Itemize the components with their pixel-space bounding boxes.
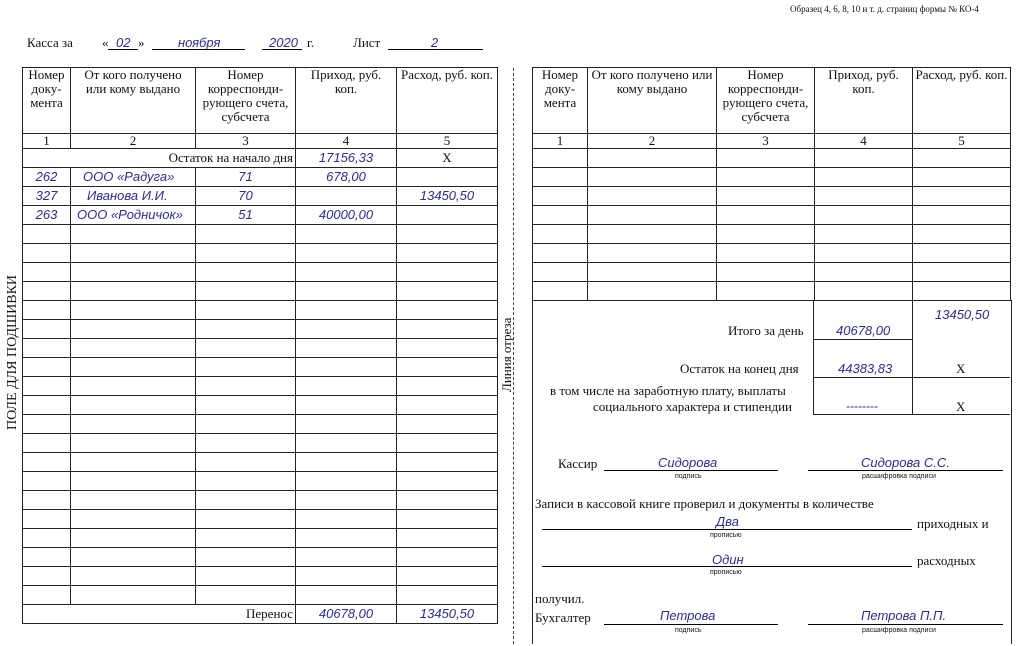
cashier-full-name-caption: расшифровка подписи bbox=[862, 473, 936, 480]
outgoing-docs-caption: прописью bbox=[710, 569, 742, 576]
col-header-income: Приход, руб. коп. bbox=[815, 68, 913, 134]
entry-doc: 263 bbox=[23, 206, 71, 225]
sheet-number: 2 bbox=[431, 35, 439, 50]
open-quote: « bbox=[102, 35, 109, 50]
col-number: 3 bbox=[717, 134, 815, 149]
col-header-expense: Расход, руб. коп. bbox=[397, 68, 498, 134]
col-number: 4 bbox=[296, 134, 397, 149]
entry-account: 51 bbox=[196, 206, 296, 225]
empty-row bbox=[23, 396, 498, 415]
opening-balance-income: 17156,33 bbox=[296, 149, 397, 168]
col-number: 4 bbox=[815, 134, 913, 149]
incoming-docs-count: Два bbox=[716, 514, 739, 529]
empty-row bbox=[23, 491, 498, 510]
table-row bbox=[23, 187, 498, 206]
outgoing-docs-label: расходных bbox=[917, 553, 976, 568]
entry-account: 71 bbox=[196, 168, 296, 187]
entry-expense: 13450,50 bbox=[397, 187, 498, 206]
cut-line-label: Линия отреза bbox=[499, 317, 514, 392]
empty-row bbox=[23, 320, 498, 339]
accountant-signature: Петрова bbox=[660, 608, 716, 623]
salary-label-line2: социального характера и стипендии bbox=[593, 399, 793, 414]
opening-balance-row bbox=[23, 149, 498, 168]
table-row bbox=[23, 168, 498, 187]
empty-row bbox=[23, 567, 498, 586]
empty-row bbox=[533, 282, 1011, 301]
empty-row bbox=[23, 529, 498, 548]
cashier-full-name: Сидорова С.С. bbox=[861, 455, 950, 470]
entry-expense bbox=[397, 206, 498, 225]
col-header-name: От кого получено или кому выдано bbox=[71, 68, 196, 134]
accountant-label: Бухгалтер bbox=[535, 610, 591, 625]
empty-row bbox=[533, 263, 1011, 282]
entry-name: Иванова И.И. bbox=[71, 187, 196, 206]
empty-row bbox=[533, 225, 1011, 244]
closing-balance-label: Остаток на конец дня bbox=[680, 361, 799, 376]
check-statement: Записи в кассовой книге проверил и документы в количестве bbox=[535, 496, 874, 511]
date-year: 2020 bbox=[269, 35, 298, 50]
salary-expense: Х bbox=[956, 399, 966, 414]
incoming-docs-caption: прописью bbox=[710, 532, 742, 539]
empty-row bbox=[533, 206, 1011, 225]
salary-income: -------- bbox=[846, 399, 878, 413]
entry-expense bbox=[397, 168, 498, 187]
received-label: получил. bbox=[535, 591, 585, 606]
empty-row bbox=[23, 472, 498, 491]
entry-account: 70 bbox=[196, 187, 296, 206]
entry-income: 40000,00 bbox=[296, 206, 397, 225]
total-day-income: 40678,00 bbox=[836, 323, 891, 338]
col-number: 2 bbox=[588, 134, 717, 149]
empty-row bbox=[23, 358, 498, 377]
col-header-doc: Номер доку-мента bbox=[23, 68, 71, 134]
cut-line bbox=[513, 68, 514, 644]
empty-row bbox=[23, 548, 498, 567]
empty-row bbox=[533, 149, 1011, 168]
empty-row bbox=[533, 187, 1011, 206]
empty-row bbox=[23, 263, 498, 282]
year-suffix: г. bbox=[307, 35, 315, 50]
outgoing-docs-count: Один bbox=[712, 552, 744, 567]
empty-row bbox=[23, 453, 498, 472]
col-number: 1 bbox=[23, 134, 71, 149]
date-month: ноября bbox=[178, 35, 221, 50]
entry-doc: 327 bbox=[23, 187, 71, 206]
opening-balance-label: Остаток на начало дня bbox=[23, 149, 296, 168]
empty-row bbox=[23, 586, 498, 605]
cashier-label: Кассир bbox=[558, 456, 598, 471]
col-number: 2 bbox=[71, 134, 196, 149]
col-header-doc: Номер доку-мента bbox=[533, 68, 588, 134]
cashier-signature: Сидорова bbox=[658, 455, 718, 470]
entry-doc: 262 bbox=[23, 168, 71, 187]
col-header-income: Приход, руб. коп. bbox=[296, 68, 397, 134]
total-day-label: Итого за день bbox=[728, 323, 804, 338]
empty-row bbox=[23, 282, 498, 301]
carry-forward-income: 40678,00 bbox=[296, 605, 397, 624]
sheet-label: Лист bbox=[353, 35, 381, 50]
col-header-account: Номер корреспонди-рующего счета, субсчета bbox=[196, 68, 296, 134]
opening-balance-expense: Х bbox=[397, 149, 498, 168]
col-number: 3 bbox=[196, 134, 296, 149]
entry-income bbox=[296, 187, 397, 206]
carry-forward-expense: 13450,50 bbox=[397, 605, 498, 624]
accountant-signature-caption: подпись bbox=[675, 627, 702, 634]
col-header-account: Номер корреспонди-рующего счета, субсчета bbox=[717, 68, 815, 134]
accountant-full-name: Петрова П.П. bbox=[861, 608, 947, 623]
empty-row bbox=[533, 168, 1011, 187]
empty-row bbox=[23, 415, 498, 434]
total-day-expense: 13450,50 bbox=[935, 307, 990, 322]
close-quote: » bbox=[138, 35, 145, 50]
empty-row bbox=[23, 301, 498, 320]
form-reference-note: Образец 4, 6, 8, 10 и т. д. страниц формы № КО-4 bbox=[790, 4, 979, 14]
carry-forward-label: Перенос bbox=[23, 605, 296, 624]
binding-margin-label: ПОЛЕ ДЛЯ ПОДШИВКИ bbox=[5, 274, 20, 430]
closing-balance-expense: Х bbox=[956, 361, 966, 376]
empty-row bbox=[23, 377, 498, 396]
col-header-expense: Расход, руб. коп. bbox=[913, 68, 1011, 134]
empty-row bbox=[533, 244, 1011, 263]
col-header-name: От кого получено или кому выдано bbox=[588, 68, 717, 134]
accountant-full-name-caption: расшифровка подписи bbox=[862, 627, 936, 634]
col-number: 5 bbox=[397, 134, 498, 149]
empty-row bbox=[23, 225, 498, 244]
carry-forward-row bbox=[23, 605, 498, 624]
closing-balance-income: 44383,83 bbox=[838, 361, 893, 376]
empty-row bbox=[23, 434, 498, 453]
col-number: 5 bbox=[913, 134, 1011, 149]
entry-name: ООО «Радуга» bbox=[71, 168, 196, 187]
empty-row bbox=[23, 339, 498, 358]
cashier-signature-caption: подпись bbox=[675, 473, 702, 480]
kassa-label: Касса за bbox=[27, 35, 73, 50]
salary-label-line1: в том числе на заработную плату, выплаты bbox=[550, 383, 786, 398]
right-cashbook-table bbox=[532, 67, 1011, 301]
empty-row bbox=[23, 510, 498, 529]
col-number: 1 bbox=[533, 134, 588, 149]
incoming-docs-label: приходных и bbox=[917, 516, 989, 531]
table-row bbox=[23, 206, 498, 225]
date-day: 02 bbox=[116, 35, 131, 50]
entry-name: ООО «Родничок» bbox=[71, 206, 196, 225]
left-cashbook-table bbox=[22, 67, 498, 624]
entry-income: 678,00 bbox=[296, 168, 397, 187]
empty-row bbox=[23, 244, 498, 263]
